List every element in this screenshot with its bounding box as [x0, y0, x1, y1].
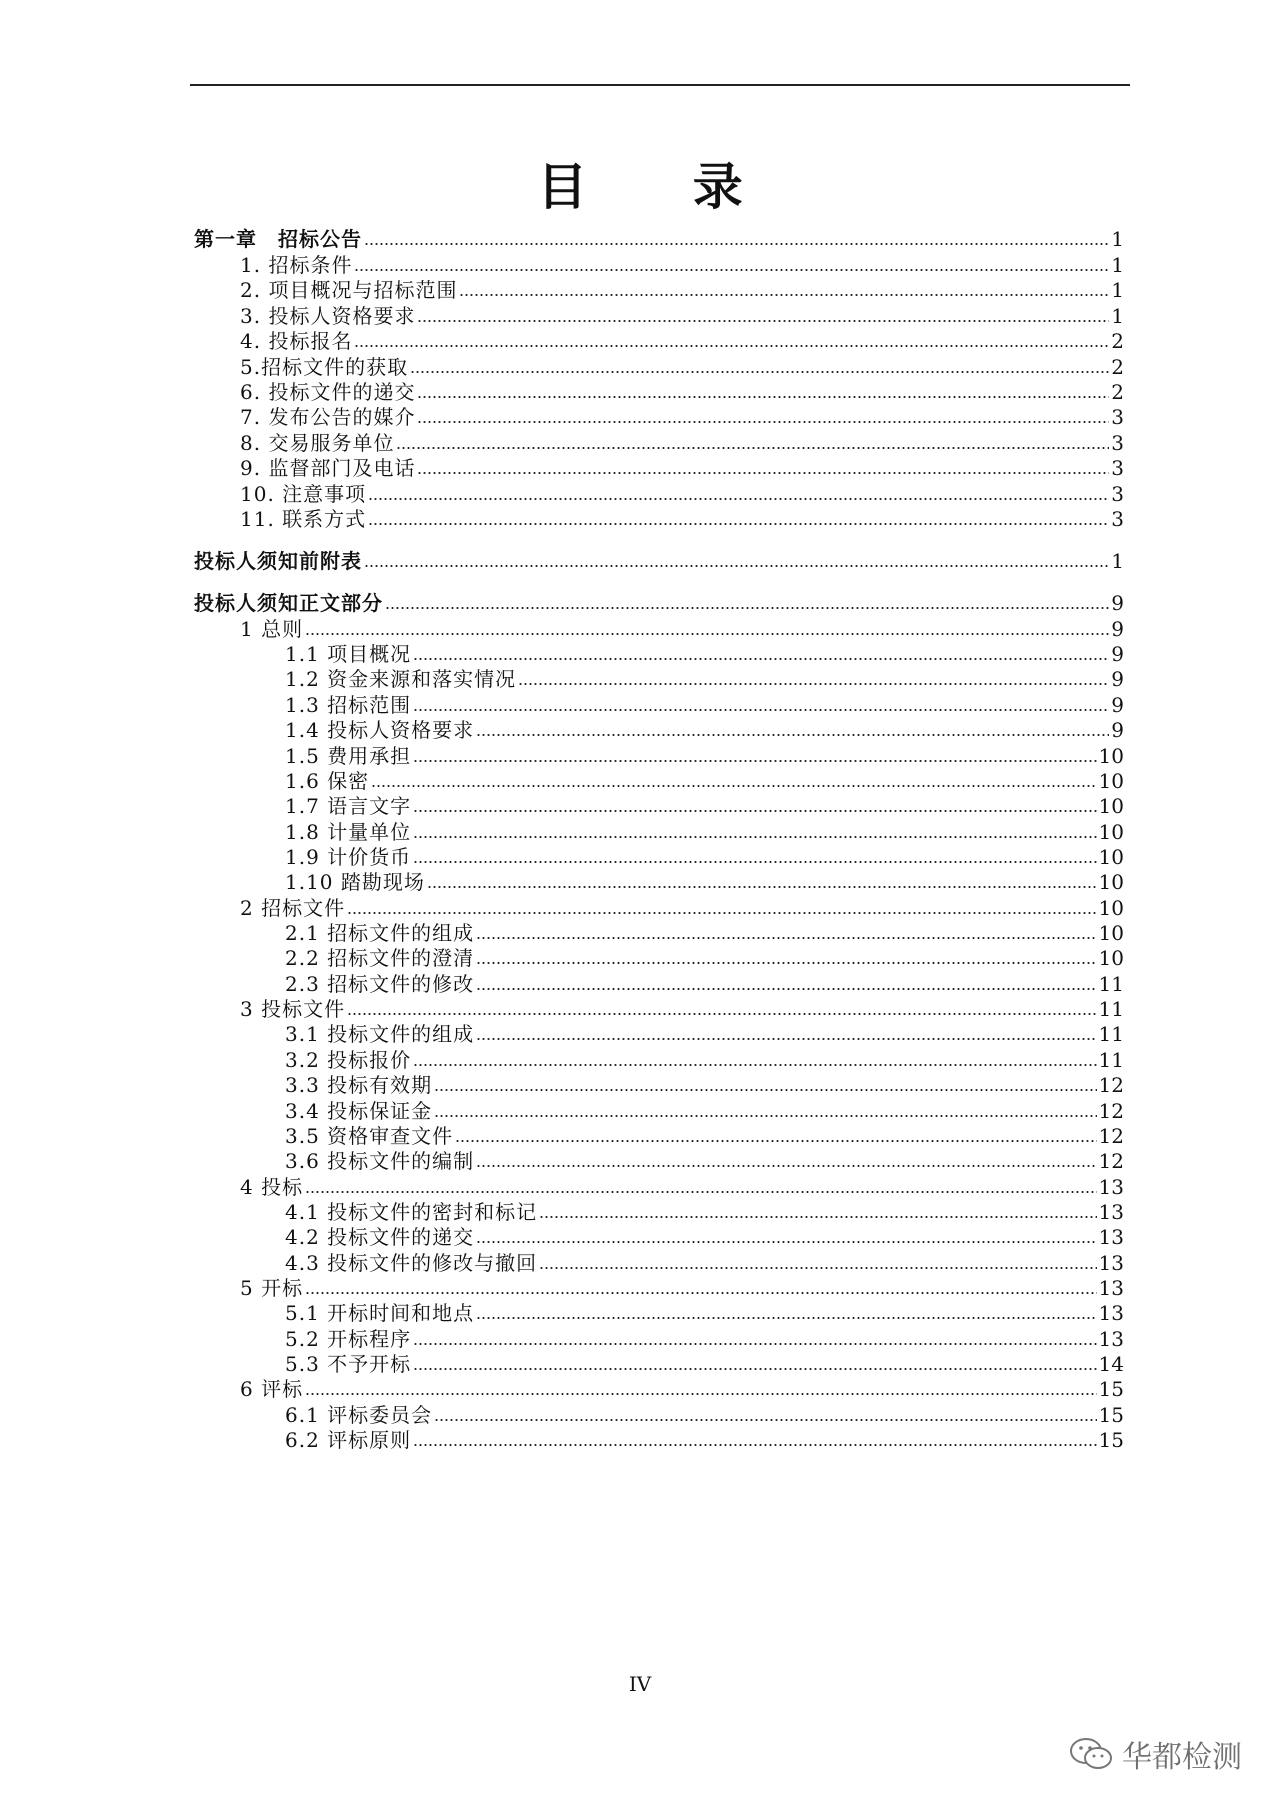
toc-entry-label: 1.9 计价货币: [285, 845, 412, 869]
toc-entry-page: 14: [1098, 1352, 1124, 1376]
toc-entry-page: 12: [1098, 1099, 1124, 1123]
toc-entry-page: 10: [1098, 744, 1124, 768]
toc-leader-dots: [476, 1240, 1096, 1244]
toc-entry-page: 3: [1111, 456, 1124, 480]
toc-leader-dots: [305, 1291, 1096, 1295]
toc-entry-page: 9: [1111, 693, 1124, 717]
toc-leader-dots: [476, 987, 1096, 991]
toc-entry-label: 3.6 投标文件的编制: [285, 1149, 475, 1173]
toc-leader-dots: [385, 606, 1109, 610]
toc-leader-dots: [413, 1342, 1096, 1346]
toc-leader-dots: [417, 319, 1109, 323]
toc-entry-page: 11: [1098, 1022, 1124, 1046]
page-number: IV: [628, 1672, 652, 1696]
toc-entry-page: 13: [1098, 1175, 1124, 1199]
toc-entry-page: 10: [1098, 896, 1124, 920]
toc-entry-label: 投标人须知正文部分: [194, 591, 383, 615]
toc-entry-page: 12: [1098, 1073, 1124, 1097]
toc-leader-dots: [476, 961, 1096, 965]
toc-entry-page: 9: [1111, 642, 1124, 666]
toc-leader-dots: [413, 759, 1096, 763]
toc-entry-label: 3 投标文件: [240, 997, 346, 1021]
toc-entry-page: 3: [1111, 507, 1124, 531]
toc-entry-label: 4.3 投标文件的修改与撤回: [285, 1251, 538, 1275]
toc-entry-label: 1.5 费用承担: [285, 744, 412, 768]
toc-entry-label: 4 投标: [240, 1175, 304, 1199]
toc-entry-label: 1.7 语言文字: [285, 794, 412, 818]
toc-entry-page: 12: [1098, 1149, 1124, 1173]
toc-entry-label: 6 评标: [240, 1377, 304, 1401]
toc-entry-label: 6.2 评标原则: [285, 1428, 412, 1452]
toc-leader-dots: [417, 395, 1109, 399]
toc-entry-label: 3.5 资格审查文件: [285, 1124, 454, 1148]
toc-entry-page: 13: [1098, 1225, 1124, 1249]
toc-entry-page: 9: [1111, 718, 1124, 742]
toc-entry-page: 3: [1111, 405, 1124, 429]
toc-entry-label: 2 招标文件: [240, 896, 346, 920]
toc-entry-page: 12: [1098, 1124, 1124, 1148]
toc-entry-label: 4.1 投标文件的密封和标记: [285, 1200, 538, 1224]
toc-entry-label: 1 总则: [240, 617, 304, 641]
toc-leader-dots: [410, 370, 1109, 374]
toc-entry-page: 13: [1098, 1276, 1124, 1300]
toc-entry-page: 13: [1098, 1327, 1124, 1351]
toc-entry-label: 1.3 招标范围: [285, 693, 412, 717]
toc-entry-page: 9: [1111, 667, 1124, 691]
toc-leader-dots: [354, 268, 1109, 272]
toc-entry-label: 2.2 招标文件的澄清: [285, 946, 475, 970]
toc-entry-page: 9: [1111, 617, 1124, 641]
toc-entry-label: 1. 招标条件: [240, 253, 353, 277]
toc-entry-page: 10: [1098, 769, 1124, 793]
toc-entry-label: 1.1 项目概况: [285, 642, 412, 666]
toc-entry-page: 1: [1111, 278, 1124, 302]
toc-entry-page: 15: [1098, 1377, 1124, 1401]
toc-leader-dots: [427, 885, 1097, 889]
toc-leader-dots: [305, 632, 1109, 636]
toc-entry-label: 8. 交易服务单位: [240, 431, 395, 455]
toc-entry-label: 6.1 评标委员会: [285, 1403, 433, 1427]
toc-entry-page: 1: [1111, 549, 1124, 573]
toc-entry-label: 10. 注意事项: [240, 482, 367, 506]
toc-entry-label: 2.3 招标文件的修改: [285, 972, 475, 996]
toc-entry-label: 5.招标文件的获取: [240, 355, 409, 379]
toc-entry-label: 5.1 开标时间和地点: [285, 1301, 475, 1325]
toc-entry-label: 1.8 计量单位: [285, 820, 412, 844]
toc-entry-page: 10: [1098, 820, 1124, 844]
toc-entry-label: 3.2 投标报价: [285, 1048, 412, 1072]
watermark: [1068, 1732, 1242, 1776]
toc-entry-page: 2: [1111, 355, 1124, 379]
toc-entry-page: 13: [1098, 1251, 1124, 1275]
toc-entry-page: 3: [1111, 431, 1124, 455]
toc-leader-dots: [518, 682, 1109, 686]
toc-leader-dots: [434, 1088, 1096, 1092]
toc-leader-dots: [413, 657, 1109, 661]
toc-entry-label: 3.3 投标有效期: [285, 1073, 433, 1097]
toc-leader-dots: [417, 420, 1109, 424]
toc-leader-dots: [413, 708, 1109, 712]
toc-entry-label: 6. 投标文件的递交: [240, 380, 416, 404]
toc-entry-label: 1.10 踏勘现场: [285, 870, 425, 894]
toc-entry-label: 11. 联系方式: [240, 507, 367, 531]
wechat-icon: [1068, 1736, 1114, 1772]
toc-leader-dots: [368, 522, 1109, 526]
toc-entry-label: 第一章 招标公告: [194, 227, 362, 251]
toc-entry-page: 11: [1098, 972, 1124, 996]
toc-leader-dots: [413, 809, 1096, 813]
toc-entry-label: 9. 监督部门及电话: [240, 456, 416, 480]
toc-entry-page: 1: [1111, 227, 1124, 251]
toc-leader-dots: [455, 1139, 1096, 1143]
toc-leader-dots: [347, 1012, 1096, 1016]
toc-leader-dots: [347, 911, 1096, 915]
toc-entry-label: 4.2 投标文件的递交: [285, 1225, 475, 1249]
toc-leader-dots: [371, 784, 1096, 788]
toc-entry-page: 11: [1098, 1048, 1124, 1072]
toc-leader-dots: [364, 564, 1109, 568]
toc-entry-label: 5 开标: [240, 1276, 304, 1300]
toc-leader-dots: [413, 835, 1096, 839]
toc-leader-dots: [305, 1190, 1096, 1194]
toc-entry-page: 9: [1111, 591, 1124, 615]
toc-entry-label: 5.3 不予开标: [285, 1352, 412, 1376]
toc-entry-label: 2. 项目概况与招标范围: [240, 278, 458, 302]
toc-entry-page: 3: [1111, 482, 1124, 506]
toc-leader-dots: [539, 1266, 1096, 1270]
toc-entry-page: 13: [1098, 1200, 1124, 1224]
toc-leader-dots: [368, 497, 1109, 501]
toc-entry-label: 3.4 投标保证金: [285, 1099, 433, 1123]
document-title: 目 录: [537, 158, 787, 216]
toc-entry-page: 1: [1111, 304, 1124, 328]
toc-entry-label: 3. 投标人资格要求: [240, 304, 416, 328]
toc-entry-page: 10: [1098, 870, 1124, 894]
toc-entry-label: 投标人须知前附表: [194, 549, 362, 573]
toc-leader-dots: [305, 1392, 1096, 1396]
toc-entry-page: 13: [1098, 1301, 1124, 1325]
toc-entry-label: 5.2 开标程序: [285, 1327, 412, 1351]
toc-leader-dots: [364, 242, 1109, 246]
toc-leader-dots: [476, 1037, 1096, 1041]
toc-leader-dots: [354, 344, 1109, 348]
toc-entry-page: 10: [1098, 921, 1124, 945]
toc-leader-dots: [413, 1443, 1096, 1447]
toc-leader-dots: [539, 1215, 1096, 1219]
toc-leader-dots: [476, 936, 1096, 940]
toc-leader-dots: [413, 1063, 1096, 1067]
toc-entry-label: 4. 投标报名: [240, 329, 353, 353]
toc-entry-page: 2: [1111, 380, 1124, 404]
toc-entry[interactable]: [285, 1423, 1124, 1453]
toc-entry-page: 15: [1098, 1403, 1124, 1427]
toc-entry[interactable]: [194, 544, 1124, 574]
toc-leader-dots: [434, 1418, 1096, 1422]
toc-entry-page: 2: [1111, 329, 1124, 353]
toc-leader-dots: [413, 860, 1096, 864]
toc-entry-page: 10: [1098, 794, 1124, 818]
toc-entry-page: 1: [1111, 253, 1124, 277]
toc-leader-dots: [434, 1114, 1096, 1118]
toc-entry-label: 1.6 保密: [285, 769, 370, 793]
toc-entry-page: 10: [1098, 946, 1124, 970]
toc-entry-page: 15: [1098, 1428, 1124, 1452]
toc-leader-dots: [396, 446, 1109, 450]
toc-entry-label: 3.1 投标文件的组成: [285, 1022, 475, 1046]
toc-entry-label: 2.1 招标文件的组成: [285, 921, 475, 945]
toc-leader-dots: [459, 293, 1109, 297]
toc-entry[interactable]: [240, 502, 1124, 532]
toc-entry-label: 1.2 资金来源和落实情况: [285, 667, 517, 691]
toc-leader-dots: [413, 1367, 1096, 1371]
watermark-text: 华都检测: [1122, 1740, 1242, 1775]
toc-leader-dots: [476, 733, 1109, 737]
toc-entry-label: 7. 发布公告的媒介: [240, 405, 416, 429]
toc-entry-page: 11: [1098, 997, 1124, 1021]
toc-leader-dots: [476, 1316, 1096, 1320]
toc-entry-label: 1.4 投标人资格要求: [285, 718, 475, 742]
toc-leader-dots: [476, 1164, 1096, 1168]
toc-entry-page: 10: [1098, 845, 1124, 869]
toc-leader-dots: [417, 471, 1109, 475]
